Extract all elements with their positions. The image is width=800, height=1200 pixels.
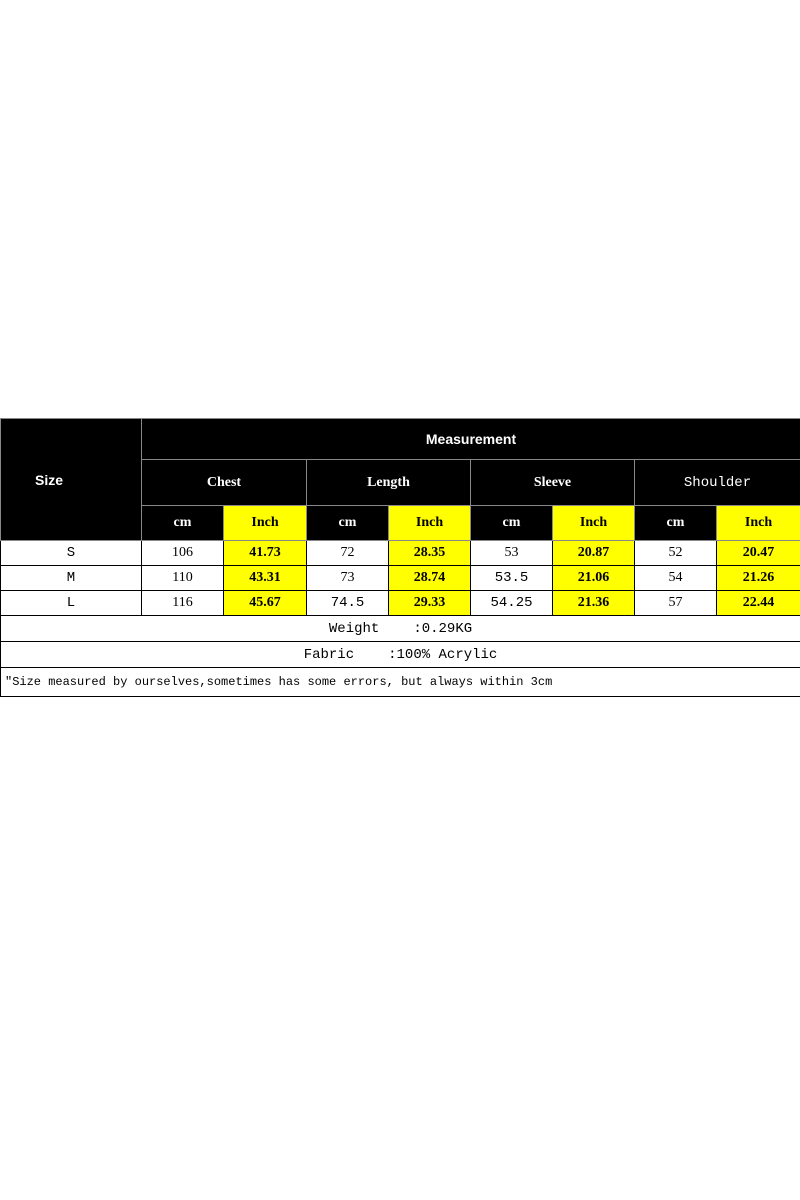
unit-cm-length: cm — [307, 506, 389, 541]
chest-cm-cell: 116 — [142, 591, 224, 616]
shoulder-inch-cell: 20.47 — [717, 541, 800, 566]
size-cell: L — [1, 591, 142, 616]
weight-value: :0.29KG — [413, 620, 473, 637]
size-note: "Size measured by ourselves,sometimes has some errors, but always within 3cm — [1, 668, 800, 697]
chest-inch-cell: 41.73 — [224, 541, 307, 566]
length-inch-cell: 28.74 — [389, 566, 471, 591]
measurement-header: Measurement — [142, 419, 800, 460]
sleeve-cm-cell: 53.5 — [471, 566, 553, 591]
length-cm-cell: 74.5 — [307, 591, 389, 616]
sleeve-inch-cell: 21.36 — [553, 591, 635, 616]
chest-header: Chest — [142, 460, 307, 506]
fabric-row — [1, 642, 800, 668]
unit-cm-sleeve: cm — [471, 506, 553, 541]
unit-inch-sleeve: Inch — [553, 506, 635, 541]
chest-inch-cell: 43.31 — [224, 566, 307, 591]
unit-inch-shoulder: Inch — [717, 506, 800, 541]
unit-cm-shoulder: cm — [635, 506, 717, 541]
header-row-measurement — [1, 419, 800, 460]
fabric-cell — [1, 642, 800, 668]
shoulder-cm-cell: 52 — [635, 541, 717, 566]
shoulder-inch-cell: 22.44 — [717, 591, 800, 616]
chest-inch-cell: 45.67 — [224, 591, 307, 616]
unit-inch-chest: Inch — [224, 506, 307, 541]
shoulder-header: Shoulder — [635, 460, 800, 506]
sleeve-cm-cell: 54.25 — [471, 591, 553, 616]
sleeve-inch-cell: 21.06 — [553, 566, 635, 591]
chest-cm-cell: 106 — [142, 541, 224, 566]
unit-inch-length: Inch — [389, 506, 471, 541]
length-header: Length — [307, 460, 471, 506]
fabric-label: Fabric — [303, 646, 355, 663]
weight-cell — [1, 616, 800, 642]
size-column-header: Size — [1, 419, 142, 541]
unit-cm-chest: cm — [142, 506, 224, 541]
table-row — [1, 566, 800, 591]
shoulder-cm-cell: 57 — [635, 591, 717, 616]
note-row — [1, 668, 800, 697]
length-cm-cell: 73 — [307, 566, 389, 591]
size-chart-table — [0, 418, 800, 697]
length-inch-cell: 28.35 — [389, 541, 471, 566]
weight-label: Weight — [328, 620, 380, 637]
table-row — [1, 541, 800, 566]
shoulder-cm-cell: 54 — [635, 566, 717, 591]
table-row — [1, 591, 800, 616]
sleeve-cm-cell: 53 — [471, 541, 553, 566]
weight-row — [1, 616, 800, 642]
sleeve-header: Sleeve — [471, 460, 635, 506]
sleeve-inch-cell: 20.87 — [553, 541, 635, 566]
size-cell: S — [1, 541, 142, 566]
fabric-value: :100% Acrylic — [388, 646, 498, 663]
chest-cm-cell: 110 — [142, 566, 224, 591]
size-cell: M — [1, 566, 142, 591]
length-cm-cell: 72 — [307, 541, 389, 566]
length-inch-cell: 29.33 — [389, 591, 471, 616]
shoulder-inch-cell: 21.26 — [717, 566, 800, 591]
